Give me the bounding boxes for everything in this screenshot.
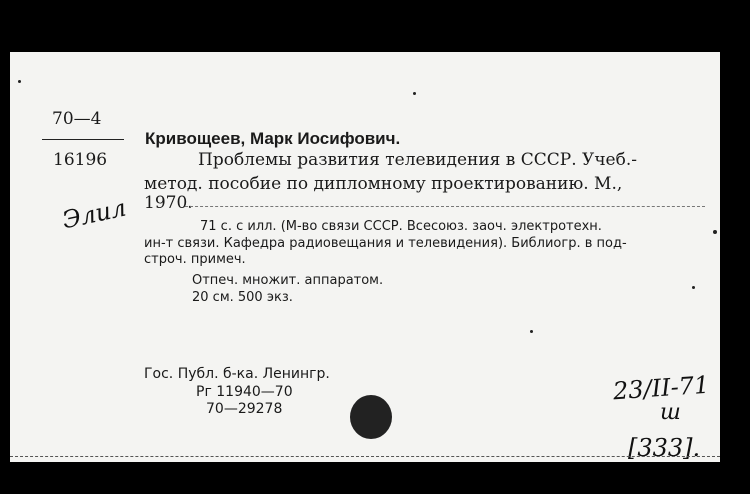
separator-dashes [185,206,705,207]
handwritten-initials: ш [660,400,681,425]
author-heading: Кривощеев, Марк Иосифович. [145,129,401,148]
catalog-card [10,52,720,462]
description-line-2: ин-т связи. Кафедра радиовещания и телевидения). Библиогр. в под- [144,236,627,251]
library-record: Рг 11940—70 [196,384,293,400]
ink-speck [18,80,21,83]
ink-speck [413,92,416,95]
ink-speck [713,230,717,234]
call-number-divider [42,139,124,140]
library-name: Гос. Публ. б-ка. Ленингр. [144,366,330,382]
call-number-bottom: 16196 [53,150,108,170]
title-line-3: 1970. [144,193,193,213]
ink-blot [350,395,392,439]
handwritten-code: [333]. [628,434,701,462]
title-line-2: метод. пособие по дипломному проектированию. М., [144,174,623,194]
handwritten-left-mark: Элил [59,193,129,235]
ink-speck [530,330,533,333]
note-printing: Отпеч. множит. аппаратом. [192,273,384,288]
handwritten-date: 23/II-71 [612,370,711,406]
call-number-top: 70—4 [52,109,102,129]
title-line-1: Проблемы развития телевидения в СССР. Учеб.- [198,150,638,170]
note-size-copies: 20 см. 500 экз. [192,290,293,305]
library-number: 70—29278 [206,401,283,417]
bottom-edge [10,456,720,457]
description-line-1: 71 с. с илл. (М-во связи СССР. Всесоюз. заоч. электротехн. [200,219,602,234]
ink-speck [692,286,695,289]
description-line-3: строч. примеч. [144,252,246,267]
